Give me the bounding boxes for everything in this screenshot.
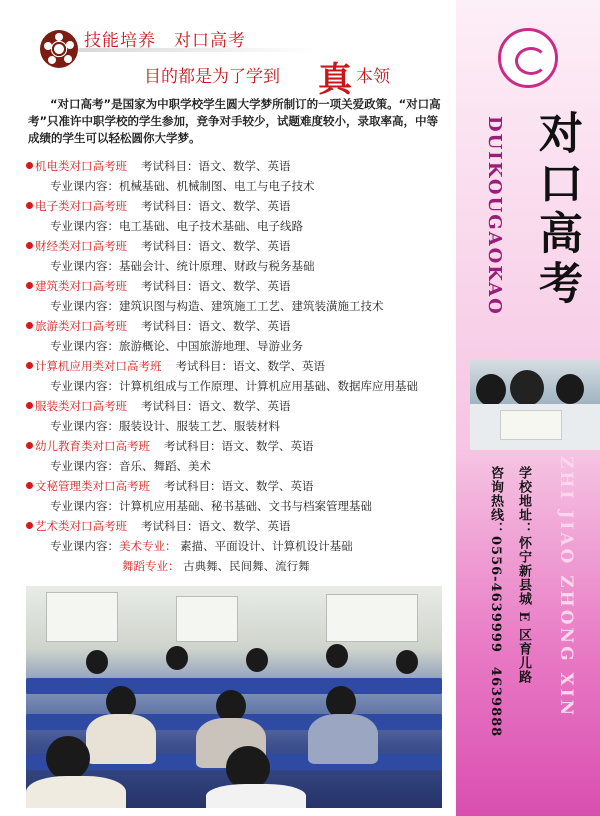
dance-label: 舞蹈专业： (122, 559, 180, 573)
program-major: 专业课内容：建筑识图与构造、建筑施工工艺、建筑装潢施工技术 (50, 299, 384, 313)
program-major: 专业课内容：计算机组成与工作原理、计算机应用基础、数据库应用基础 (50, 379, 418, 393)
program-major: 专业课内容：基础会计、统计原理、财政与税务基础 (50, 259, 315, 273)
bullet-icon (26, 322, 33, 329)
program-list (26, 156, 456, 576)
program-item (26, 236, 456, 276)
bullet-icon (26, 242, 33, 249)
bullet-icon (26, 442, 33, 449)
slogan-line-3: 本领 (356, 67, 390, 87)
program-item (26, 476, 456, 516)
pinyin-title: DUIKOUGAOKAO (484, 116, 505, 316)
program-item (26, 276, 456, 316)
program-subjects: 考试科目：语文、数学、英语 (175, 359, 325, 373)
program-item-art (26, 516, 456, 576)
program-major: 专业课内容：服装设计、服装工艺、服装材料 (50, 419, 280, 433)
fine-arts-courses: 素描、平面设计、计算机设计基础 (180, 539, 353, 553)
school-logo (498, 28, 558, 88)
program-name: 计算机应用类对口高考班 (35, 359, 162, 373)
program-name: 服装类对口高考班 (35, 399, 127, 413)
program-name: 艺术类对口高考班 (35, 519, 127, 533)
program-item (26, 196, 456, 236)
program-name: 幼儿教育类对口高考班 (35, 439, 150, 453)
dance-courses: 古典舞、民间舞、流行舞 (183, 559, 310, 573)
pinyin-school-name: ZHI JIAO ZHONG XIN (556, 456, 576, 719)
sidebar-title: 对口高考 (531, 110, 582, 310)
slogan-header (28, 18, 448, 100)
slogan-line-1: 技能培养 对口高考 (84, 31, 246, 51)
program-major-prefix: 专业课内容： (50, 539, 119, 553)
slogan-emphasis: 真 (318, 60, 352, 100)
program-subjects: 考试科目：语文、数学、英语 (164, 439, 314, 453)
study-photo (470, 360, 600, 450)
bullet-icon (26, 282, 33, 289)
program-name: 机电类对口高考班 (35, 159, 127, 173)
intro-paragraph: “对口高考”是国家为中职学校学生圆大学梦所制订的一项关爱政策。“对口高考”只准许中职学校的学生参加，竞争对手较少，试题难度较小，录取率高，中等成绩的学生可以轻松圆你大学梦。 (28, 97, 441, 145)
bullet-icon (26, 402, 33, 409)
program-subjects: 考试科目：语文、数学、英语 (141, 319, 291, 333)
program-major: 专业课内容：机械基础、机械制图、电工与电子技术 (50, 179, 315, 193)
program-major: 专业课内容：计算机应用基础、秘书基础、文书与档案管理基础 (50, 499, 372, 513)
program-major: 专业课内容：旅游概论、中国旅游地理、导游业务 (50, 339, 303, 353)
bullet-icon (26, 362, 33, 369)
program-item (26, 156, 456, 196)
logo-emblem-icon (515, 47, 547, 75)
bullet-icon (26, 482, 33, 489)
program-item (26, 436, 456, 476)
slogan-line-2: 目的都是为了学到 (144, 67, 280, 87)
film-reel-icon (40, 30, 78, 68)
bullet-icon (26, 202, 33, 209)
program-name: 财经类对口高考班 (35, 239, 127, 253)
program-name: 建筑类对口高考班 (35, 279, 127, 293)
program-major: 专业课内容：音乐、舞蹈、美术 (50, 459, 211, 473)
program-name: 旅游类对口高考班 (35, 319, 127, 333)
program-subjects: 考试科目：语文、数学、英语 (141, 399, 291, 413)
bullet-icon (26, 522, 33, 529)
bullet-icon (26, 162, 33, 169)
school-address: 学校地址：怀宁新县城 E 区育儿路 (516, 466, 531, 684)
program-name: 文秘管理类对口高考班 (35, 479, 150, 493)
program-item (26, 316, 456, 356)
program-subjects: 考试科目：语文、数学、英语 (141, 199, 291, 213)
program-subjects: 考试科目：语文、数学、英语 (141, 159, 291, 173)
hotline: 咨询热线：0556-4639999 4639888 (488, 466, 503, 738)
fine-arts-label: 美术专业： (119, 539, 177, 553)
program-item (26, 396, 456, 436)
program-item (26, 356, 456, 396)
program-name: 电子类对口高考班 (35, 199, 127, 213)
program-subjects: 考试科目：语文、数学、英语 (141, 279, 291, 293)
program-subjects: 考试科目：语文、数学、英语 (141, 519, 291, 533)
program-subjects: 考试科目：语文、数学、英语 (141, 239, 291, 253)
program-major: 专业课内容：电工基础、电子技术基础、电子线路 (50, 219, 303, 233)
classroom-exam-photo (26, 586, 442, 808)
program-subjects: 考试科目：语文、数学、英语 (164, 479, 314, 493)
